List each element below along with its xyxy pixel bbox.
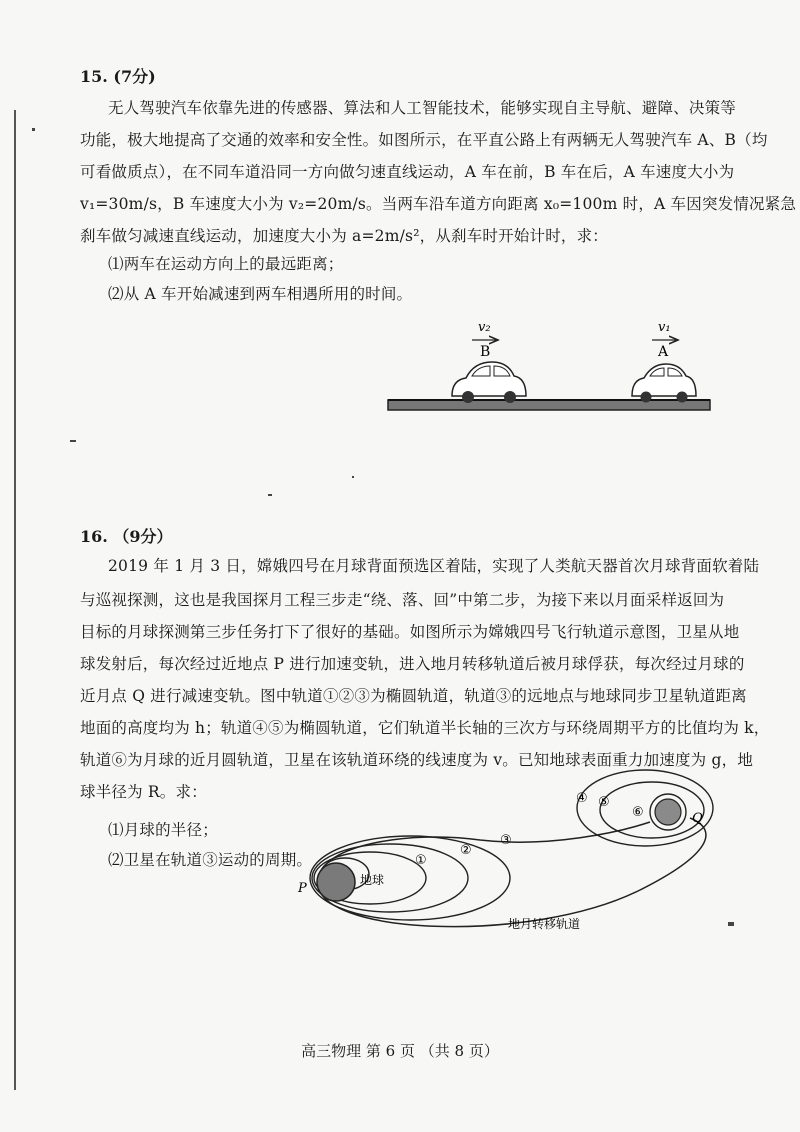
car-a — [632, 364, 696, 403]
q16-line-6: 地面的高度均为 h；轨道④⑤为椭圆轨道，它们轨道半长轴的三次方与环绕周期平方的比值均为 k， — [80, 719, 770, 737]
q16-line-2: 与巡视探测，这也是我国探月工程三步走“绕、落、回”中第二步，为接下来以月面采样返回为 — [80, 591, 725, 609]
q15-line-4: v₁=30m/s，B 车速度大小为 v₂=20m/s。当两车沿车道方向距离 x₀=100m 时，A 车因突发情况紧急 — [80, 195, 797, 213]
cars-figure — [380, 310, 720, 420]
scan-speck — [728, 922, 734, 926]
q15-line-3: 可看做质点），在不同车道沿同一方向做匀速直线运动，A 车在前，B 车在后，A 车速度大小为 — [80, 163, 735, 181]
orbit-label-1: ① — [415, 853, 427, 868]
q15-line-5: 刹车做匀减速直线运动，加速度大小为 a=2m/s²，从刹车时开始计时，求： — [80, 227, 609, 245]
q-label: Q — [692, 811, 703, 826]
q16-sub-2: ⑵卫星在轨道③运动的周期。 — [108, 851, 313, 869]
q15-line-1: 无人驾驶汽车依靠先进的传感器、算法和人工智能技术，能够实现自主导航、避障、决策等 — [108, 99, 737, 117]
earth-label: 地球 — [360, 873, 385, 887]
orbit-label-4: ④ — [576, 791, 588, 806]
page-edge-line — [14, 110, 16, 1090]
orbit-label-5: ⑤ — [598, 795, 610, 810]
q15-heading: 15. (7分) — [80, 67, 156, 86]
scan-speck — [32, 128, 35, 131]
car-a-label: A — [658, 344, 669, 360]
q16-line-8: 球半径为 R。求： — [80, 783, 207, 801]
q16-line-5: 近月点 Q 进行减速变轨。图中轨道①②③为椭圆轨道，轨道③的远地点与地球同步卫星轨道距离 — [80, 687, 747, 705]
car-b-label: B — [480, 344, 491, 360]
q16-sub-1: ⑴月球的半径； — [108, 821, 218, 839]
q16-line-7: 轨道⑥为月球的近月圆轨道，卫星在该轨道环绕的线速度为 v。已知地球表面重力加速度为 g，地 — [80, 751, 754, 769]
orbit-5 — [600, 782, 704, 838]
orbit-figure — [290, 760, 730, 950]
orbit-label-2: ② — [460, 843, 472, 858]
orbit-label-6: ⑥ — [632, 805, 644, 820]
moon — [655, 799, 681, 825]
v1-label: v₁ — [658, 320, 671, 335]
scan-speck — [70, 440, 76, 442]
earth — [317, 863, 355, 901]
q16-line-1: 2019 年 1 月 3 日，嫦娥四号在月球背面预选区着陆，实现了人类航天器首次月球背面软着陆 — [108, 557, 760, 575]
scan-speck — [268, 494, 272, 496]
v2-label: v₂ — [478, 320, 491, 335]
orbit-label-3: ③ — [500, 833, 512, 848]
transfer-orbit-label: 地月转移轨道 — [508, 917, 581, 931]
q15-sub-1: ⑴两车在运动方向上的最远距离； — [108, 255, 344, 273]
scan-speck — [352, 476, 354, 478]
q16-heading: 16. （9分） — [80, 527, 173, 546]
q16-line-3: 目标的月球探测第三步任务打下了很好的基础。如图所示为嫦娥四号飞行轨道示意图，卫星从地 — [80, 623, 740, 641]
page-footer: 高三物理 第 6 页 （共 8 页） — [301, 1042, 499, 1060]
p-label: P — [298, 881, 307, 896]
car-b — [452, 362, 526, 403]
q15-line-2: 功能，极大地提高了交通的效率和安全性。如图所示，在平直公路上有两辆无人驾驶汽车 A、B（均 — [80, 131, 768, 149]
road — [388, 400, 710, 410]
q15-sub-2: ⑵从 A 车开始减速到两车相遇所用的时间。 — [108, 285, 413, 303]
q16-line-4: 球发射后，每次经过近地点 P 进行加速变轨，进入地月转移轨道后被月球俘获，每次经过月球的 — [80, 655, 745, 673]
